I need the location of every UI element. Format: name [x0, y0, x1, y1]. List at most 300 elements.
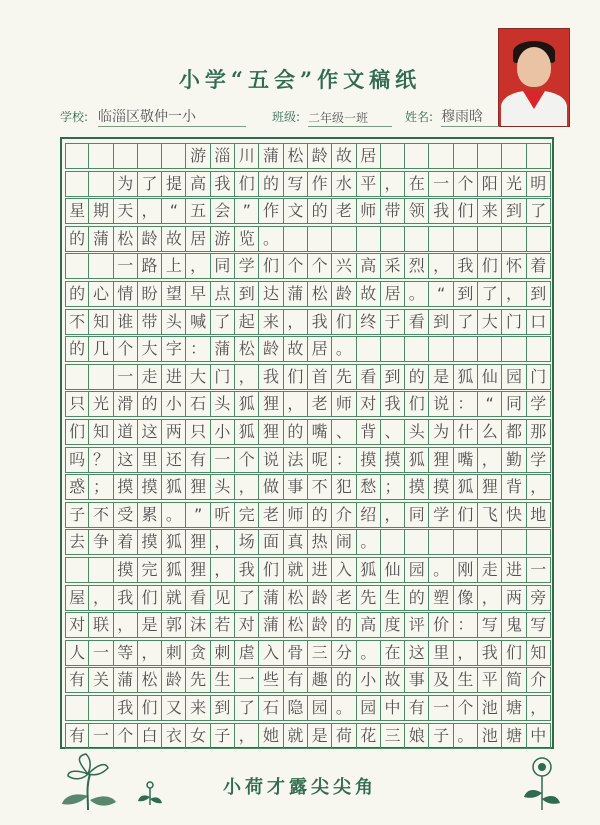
grid-cell: 对	[357, 392, 381, 416]
grid-cell: 们	[454, 503, 478, 527]
grid-cell: 走	[138, 365, 162, 389]
grid-cell: 评	[405, 613, 429, 637]
grid-cell: 居	[381, 282, 405, 306]
grid-cell	[405, 530, 429, 554]
grid-cell: 屋	[65, 586, 89, 610]
grid-cell: 园	[357, 696, 381, 720]
grid-cell	[502, 144, 526, 168]
grid-cell: 我	[429, 199, 453, 223]
grid-cell: 两	[502, 586, 526, 610]
grid-cell	[65, 365, 89, 389]
grid-cell: 惑	[65, 475, 89, 499]
grid-cell: 师	[357, 199, 381, 223]
grid-cell: 的	[308, 503, 332, 527]
grid-cell: 做	[259, 475, 283, 499]
grid-cell: 我	[381, 392, 405, 416]
grid-row	[65, 447, 551, 473]
grid-cell	[89, 365, 113, 389]
grid-cell: 盼	[138, 282, 162, 306]
grid-cell: 入	[332, 558, 356, 582]
grid-cell	[381, 144, 405, 168]
grid-cell: 里	[138, 448, 162, 472]
grid-cell: 就	[284, 558, 308, 582]
grid-cell: 累	[138, 503, 162, 527]
grid-cell: 就	[284, 724, 308, 748]
grid-cell: 同	[405, 503, 429, 527]
class-value: 二年级一班	[308, 109, 392, 127]
grid-cell: 们	[284, 365, 308, 389]
grid-cell: 不	[308, 475, 332, 499]
grid-cell: 去	[65, 530, 89, 554]
grid-cell: 个	[454, 696, 478, 720]
grid-row	[65, 281, 551, 307]
grid-cell: 居	[308, 337, 332, 361]
grid-cell: 览	[235, 227, 259, 251]
grid-cell: 带	[138, 310, 162, 334]
grid-cell: 蒲	[259, 144, 283, 168]
grid-cell: 川	[235, 144, 259, 168]
grid-cell: 们	[259, 254, 283, 278]
grid-cell: ：	[454, 613, 478, 637]
grid-cell: 到	[235, 282, 259, 306]
grid-cell: 门	[502, 310, 526, 334]
grid-cell: 鬼	[502, 613, 526, 637]
grid-cell: 平	[357, 172, 381, 196]
grid-cell: 作	[259, 199, 283, 223]
grid-cell: ，	[454, 641, 478, 665]
grid-cell: 们	[138, 586, 162, 610]
grid-cell: 我	[235, 558, 259, 582]
grid-cell: 们	[235, 172, 259, 196]
grid-cell: 犯	[332, 475, 356, 499]
grid-cell: 园	[405, 558, 429, 582]
grid-cell: 喊	[186, 310, 210, 334]
grid-cell: 终	[357, 310, 381, 334]
grid-cell: 提	[162, 172, 186, 196]
grid-cell: 兴	[332, 254, 356, 278]
grid-cell: 石	[186, 392, 210, 416]
grid-cell	[405, 144, 429, 168]
grid-cell: 有	[284, 668, 308, 692]
grid-cell: 学	[235, 254, 259, 278]
grid-cell	[454, 337, 478, 361]
grid-cell: 龄	[259, 337, 283, 361]
grid-cell: 老	[332, 586, 356, 610]
grid-cell: 的	[65, 337, 89, 361]
grid-cell: 居	[357, 144, 381, 168]
grid-cell: 故	[332, 144, 356, 168]
grid-cell: 高	[186, 172, 210, 196]
grid-cell	[454, 530, 478, 554]
grid-cell: 进	[162, 365, 186, 389]
grid-cell: 了	[235, 586, 259, 610]
grid-cell: 一	[429, 172, 453, 196]
grid-cell: 天	[114, 199, 138, 223]
grid-cell: 狸	[186, 530, 210, 554]
grid-cell	[405, 337, 429, 361]
grid-cell: ，	[527, 475, 551, 499]
grid-cell: 是	[308, 724, 332, 748]
grid-cell: 们	[65, 420, 89, 444]
grid-cell: 个	[114, 724, 138, 748]
grid-cell: 关	[89, 668, 113, 692]
grid-cell: 还	[162, 448, 186, 472]
grid-cell: 作	[308, 172, 332, 196]
grid-cell	[162, 144, 186, 168]
grid-cell: 松	[138, 668, 162, 692]
grid-cell: 一	[89, 641, 113, 665]
grid-cell: “	[429, 282, 453, 306]
grid-cell: 只	[65, 392, 89, 416]
grid-cell: 狸	[186, 475, 210, 499]
grid-cell: 背	[357, 420, 381, 444]
grid-cell	[527, 337, 551, 361]
grid-cell: 我	[308, 310, 332, 334]
grid-cell: 愁	[357, 475, 381, 499]
grid-cell: 学	[527, 392, 551, 416]
grid-cell: 老	[308, 392, 332, 416]
grid-cell	[405, 227, 429, 251]
grid-cell: 的	[405, 365, 429, 389]
grid-cell: 的	[259, 172, 283, 196]
grid-cell	[89, 144, 113, 168]
grid-cell: 为	[114, 172, 138, 196]
grid-cell: 故	[162, 227, 186, 251]
grid-cell: 头	[211, 475, 235, 499]
grid-cell: 大	[478, 310, 502, 334]
grid-cell: 进	[308, 558, 332, 582]
grid-cell	[502, 530, 526, 554]
grid-cell: 飞	[478, 503, 502, 527]
grid-cell: 着	[527, 254, 551, 278]
name-field	[405, 106, 505, 126]
grid-cell: ，	[478, 586, 502, 610]
grid-cell	[478, 337, 502, 361]
grid-cell: 又	[162, 696, 186, 720]
grid-cell: 子	[211, 724, 235, 748]
grid-cell: 星	[65, 199, 89, 223]
grid-cell	[429, 144, 453, 168]
grid-cell	[65, 558, 89, 582]
name-label: 姓名:	[405, 110, 434, 124]
grid-row	[65, 391, 551, 417]
grid-cell: 她	[259, 724, 283, 748]
grid-cell: 摸	[429, 475, 453, 499]
grid-cell: 居	[186, 227, 210, 251]
grid-cell: 狐	[162, 530, 186, 554]
grid-cell: 进	[502, 558, 526, 582]
grid-cell: 。	[259, 227, 283, 251]
grid-cell: 勤	[502, 448, 526, 472]
grid-cell: 池	[478, 696, 502, 720]
grid-cell: 故	[357, 282, 381, 306]
grid-cell: 们	[478, 254, 502, 278]
grid-cell	[89, 254, 113, 278]
grid-row	[65, 309, 551, 335]
grid-cell: 我	[478, 641, 502, 665]
grid-cell: 场	[235, 530, 259, 554]
grid-cell: 学	[527, 448, 551, 472]
grid-cell: 先	[186, 668, 210, 692]
grid-cell: 狐	[405, 448, 429, 472]
grid-row	[65, 143, 551, 169]
grid-cell: 两	[162, 420, 186, 444]
grid-cell	[527, 530, 551, 554]
grid-cell: 么	[478, 420, 502, 444]
grid-cell: 会	[211, 199, 235, 223]
grid-cell: 塑	[429, 586, 453, 610]
school-label: 学校:	[60, 110, 89, 124]
grid-cell: 是	[138, 613, 162, 637]
grid-cell: 老	[332, 199, 356, 223]
grid-cell: 来	[259, 310, 283, 334]
grid-cell: 介	[527, 668, 551, 692]
grid-cell: 知	[89, 420, 113, 444]
grid-cell: 嘴	[454, 448, 478, 472]
grid-cell: ，	[381, 172, 405, 196]
grid-cell: 背	[502, 475, 526, 499]
grid-cell: 们	[332, 310, 356, 334]
grid-cell: 些	[259, 668, 283, 692]
grid-cell: 的	[284, 420, 308, 444]
grid-cell: “	[478, 392, 502, 416]
grid-cell: 蒲	[284, 282, 308, 306]
grid-cell: 为	[429, 420, 453, 444]
grid-cell: ，	[235, 475, 259, 499]
grid-cell: ，	[114, 613, 138, 637]
grid-cell: 石	[259, 696, 283, 720]
grid-row	[65, 502, 551, 528]
grid-cell: 塘	[502, 696, 526, 720]
grid-cell: ，	[502, 282, 526, 306]
grid-cell: 光	[89, 392, 113, 416]
grid-cell: 及	[429, 668, 453, 692]
grid-cell: 早	[186, 282, 210, 306]
grid-cell: 、	[381, 420, 405, 444]
grid-cell: ，	[478, 448, 502, 472]
grid-cell: 到	[454, 282, 478, 306]
grid-cell: 到	[211, 696, 235, 720]
grid-cell: 真	[284, 530, 308, 554]
grid-cell: 上	[162, 254, 186, 278]
grid-cell: 同	[211, 254, 235, 278]
grid-cell: 闹	[332, 530, 356, 554]
grid-cell: 对	[65, 613, 89, 637]
grid-cell: 。	[454, 724, 478, 748]
grid-cell: 头	[405, 420, 429, 444]
grid-cell: 狐	[357, 558, 381, 582]
grid-cell: 游	[211, 227, 235, 251]
grid-cell: 一	[429, 696, 453, 720]
grid-cell: 狐	[454, 365, 478, 389]
grid-cell: 摸	[138, 475, 162, 499]
grid-cell: 起	[235, 310, 259, 334]
grid-cell: 三	[308, 641, 332, 665]
grid-cell: 衣	[162, 724, 186, 748]
grid-cell: 什	[454, 420, 478, 444]
grid-cell	[502, 337, 526, 361]
grid-cell	[478, 227, 502, 251]
grid-cell: 一	[89, 724, 113, 748]
grid-cell: 白	[138, 724, 162, 748]
grid-cell: ：	[186, 337, 210, 361]
grid-cell: 刺	[162, 641, 186, 665]
grid-cell: 价	[429, 613, 453, 637]
grid-cell: 刚	[454, 558, 478, 582]
grid-cell: 采	[381, 254, 405, 278]
grid-cell: 荷	[332, 724, 356, 748]
grid-cell: 口	[527, 310, 551, 334]
grid-cell: ，	[381, 503, 405, 527]
grid-cell: 于	[381, 310, 405, 334]
grid-cell: 摸	[138, 530, 162, 554]
grid-cell: 走	[478, 558, 502, 582]
grid-cell: 龄	[332, 282, 356, 306]
grid-cell: 领	[405, 199, 429, 223]
grid-cell: ”	[235, 199, 259, 223]
grid-cell: 头	[162, 310, 186, 334]
grid-cell: 中	[527, 724, 551, 748]
grid-cell: 龄	[308, 586, 332, 610]
grid-cell: 子	[65, 503, 89, 527]
grid-cell	[429, 227, 453, 251]
grid-cell: 隐	[284, 696, 308, 720]
grid-cell: 蒲	[259, 613, 283, 637]
grid-cell: 我	[454, 254, 478, 278]
grid-cell: 们	[259, 558, 283, 582]
grid-cell: 看	[405, 310, 429, 334]
grid-cell: 分	[332, 641, 356, 665]
grid-cell: 一	[114, 365, 138, 389]
grid-cell: 有	[186, 448, 210, 472]
grid-cell: 们	[502, 641, 526, 665]
grid-cell: 的	[65, 282, 89, 306]
grid-cell: 的	[308, 199, 332, 223]
grid-cell: 写	[527, 613, 551, 637]
grid-cell: 。	[405, 282, 429, 306]
grid-row	[65, 529, 551, 555]
grid-cell	[502, 227, 526, 251]
grid-cell: 我	[114, 696, 138, 720]
grid-cell: 故	[381, 668, 405, 692]
grid-cell	[478, 530, 502, 554]
grid-cell: 完	[138, 558, 162, 582]
footer-slogan: 小荷才露尖尖角	[223, 777, 377, 798]
grid-cell: 绍	[357, 503, 381, 527]
grid-cell: 见	[211, 586, 235, 610]
grid-row	[65, 585, 551, 611]
grid-cell: 松	[235, 337, 259, 361]
class-field	[272, 106, 392, 126]
grid-cell: ，	[186, 254, 210, 278]
grid-cell: ，	[235, 724, 259, 748]
grid-cell: 们	[405, 392, 429, 416]
grid-cell	[138, 144, 162, 168]
grid-cell: 带	[381, 199, 405, 223]
grid-cell: 个	[114, 337, 138, 361]
grid-cell: 女	[186, 724, 210, 748]
grid-cell: 松	[284, 144, 308, 168]
grid-cell: ？	[89, 448, 113, 472]
grid-cell: 入	[259, 641, 283, 665]
grid-cell: 狸	[478, 475, 502, 499]
grid-cell: “	[162, 199, 186, 223]
grid-cell: 蒲	[89, 227, 113, 251]
grid-cell: 们	[454, 199, 478, 223]
grid-cell: 龄	[308, 144, 332, 168]
grid-cell: 虐	[235, 641, 259, 665]
grid-cell: 快	[502, 503, 526, 527]
grid-cell: ，	[211, 530, 235, 554]
grid-cell: 都	[502, 420, 526, 444]
grid-cell: 故	[284, 337, 308, 361]
grid-cell: 像	[454, 586, 478, 610]
grid-cell: ”	[186, 503, 210, 527]
grid-cell: 小	[211, 420, 235, 444]
grid-cell: 就	[162, 586, 186, 610]
grid-cell: 龄	[138, 227, 162, 251]
grid-cell: 等	[114, 641, 138, 665]
grid-cell: 地	[527, 503, 551, 527]
grid-cell: 呢	[308, 448, 332, 472]
grid-cell: 平	[478, 668, 502, 692]
grid-row	[65, 336, 551, 362]
grid-cell: 们	[138, 696, 162, 720]
grid-cell	[429, 337, 453, 361]
grid-cell: 是	[429, 365, 453, 389]
grid-cell	[308, 227, 332, 251]
grid-cell: 我	[114, 586, 138, 610]
grid-cell: ，	[138, 641, 162, 665]
grid-cell: 这	[114, 448, 138, 472]
writing-grid	[60, 137, 554, 749]
grid-cell: 蒲	[211, 337, 235, 361]
grid-cell: 。	[429, 558, 453, 582]
grid-cell: 、	[332, 420, 356, 444]
grid-cell: 有	[405, 696, 429, 720]
grid-cell: 只	[186, 420, 210, 444]
grid-cell: 联	[89, 613, 113, 637]
grid-cell	[429, 530, 453, 554]
grid-cell: ，	[284, 310, 308, 334]
grid-row	[65, 557, 551, 583]
grid-cell: 怀	[502, 254, 526, 278]
grid-cell: 明	[527, 172, 551, 196]
grid-cell: 简	[502, 668, 526, 692]
grid-cell: 知	[527, 641, 551, 665]
grid-row	[65, 612, 551, 638]
grid-cell: 摸	[357, 448, 381, 472]
grid-cell: ，	[429, 254, 453, 278]
grid-cell: 仙	[478, 365, 502, 389]
grid-cell: 法	[284, 448, 308, 472]
grid-cell: 情	[114, 282, 138, 306]
grid-cell: 这	[138, 420, 162, 444]
grid-cell: 狐	[162, 558, 186, 582]
grid-cell: 狐	[235, 420, 259, 444]
grid-cell: 看	[186, 586, 210, 610]
grid-cell: 一	[527, 558, 551, 582]
grid-cell	[65, 254, 89, 278]
grid-cell: 一	[211, 448, 235, 472]
grid-cell: 摸	[114, 475, 138, 499]
grid-cell: ，	[284, 392, 308, 416]
grid-cell: 摸	[405, 475, 429, 499]
grid-cell: 受	[114, 503, 138, 527]
grid-cell: 那	[527, 420, 551, 444]
grid-cell: 事	[284, 475, 308, 499]
grid-cell: 到	[527, 282, 551, 306]
